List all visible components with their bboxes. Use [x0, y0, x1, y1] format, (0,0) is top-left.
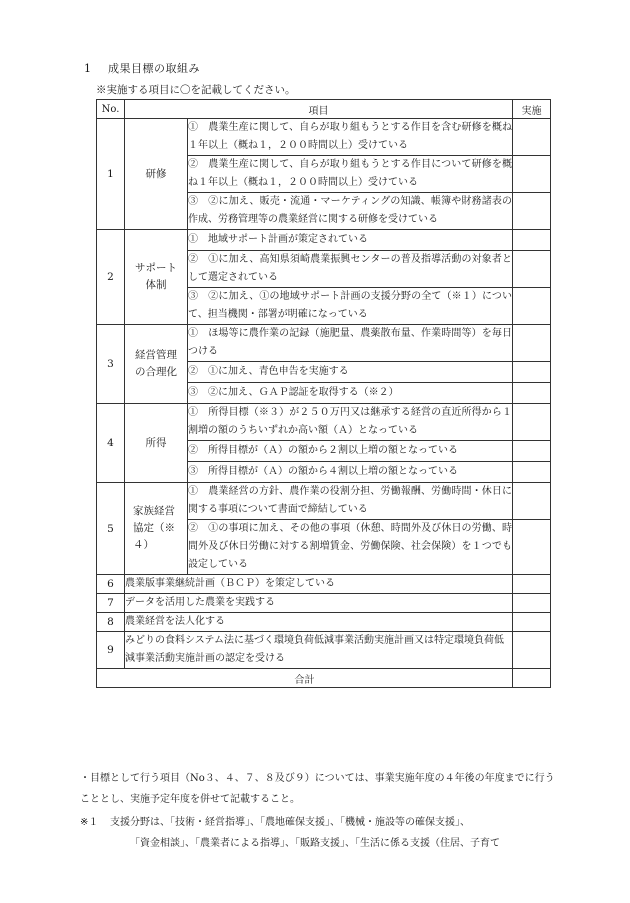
category-line: ４）: [133, 539, 154, 551]
done-cell[interactable]: [513, 193, 551, 230]
done-cell[interactable]: [513, 404, 551, 441]
row-no: 6: [97, 575, 125, 594]
total-label: 合計: [97, 669, 513, 688]
total-done-cell[interactable]: [513, 669, 551, 688]
goal-item: ② ①に加え、高知県須崎農業振興センターの普及指導活動の対象者として選定されている: [188, 251, 513, 288]
group-category: [125, 483, 188, 575]
done-cell[interactable]: [513, 119, 551, 156]
goal-item: ① 地域サポート計画が策定されている: [188, 230, 513, 251]
section-title: 成果目標の取組み: [108, 62, 200, 75]
section-heading: [84, 60, 200, 76]
group-no: 3: [97, 325, 125, 404]
footnote-mark: ※１: [80, 817, 99, 828]
goal-item: ① 農業経営の方針、農作業の役割分担、労働報酬、労働時間・休日に関する事項について書面で締結している: [188, 483, 513, 520]
done-cell[interactable]: [513, 520, 551, 575]
goal-item: ② ①に加え、青色申告を実施する: [188, 362, 513, 383]
done-cell[interactable]: [513, 230, 551, 251]
table-header-row: [97, 100, 551, 119]
done-cell[interactable]: [513, 613, 551, 632]
done-cell[interactable]: [513, 383, 551, 404]
category-line: 体制: [145, 279, 167, 291]
goal-item: ① ほ場等に農作業の記録（施肥量、農薬散布量、作業時間等）を毎日つける: [188, 325, 513, 362]
category-line: サポート: [135, 262, 177, 274]
footnote-text: 「資金相談」、「農業者による指導」、「販路支援」、「生活に係る支援（住居、子育て: [130, 838, 500, 849]
category-line: 協定（※: [133, 522, 175, 534]
header-done: 実施: [513, 100, 551, 119]
total-row: [97, 669, 551, 688]
row-no: 9: [97, 632, 125, 669]
row-no: 8: [97, 613, 125, 632]
section-number: 1: [84, 62, 92, 75]
table-row: [97, 483, 551, 520]
header-item: 項目: [125, 100, 513, 119]
goals-table: [96, 99, 551, 688]
header-no: No.: [97, 100, 125, 119]
table-row: [97, 594, 551, 613]
footnote-text: 支援分野は、「技術・経営指導」、「農地確保支援」、「機械・施設等の確保支援」、: [110, 817, 470, 828]
done-cell[interactable]: [513, 575, 551, 594]
done-cell[interactable]: [513, 594, 551, 613]
goal-item: ② 農業生産に関して、自らが取り組もうとする作目について研修を概ね１年以上（概ね１，２００時間以上）受けている: [188, 156, 513, 193]
group-no: 1: [97, 119, 125, 230]
table-row: [97, 230, 551, 251]
goal-item: 農業版事業継続計画（ＢＣＰ）を策定している: [125, 575, 513, 594]
instruction-note: ※実施する項目に〇を記載してください。: [96, 84, 296, 96]
row-no: 7: [97, 594, 125, 613]
category-line: の合理化: [135, 366, 177, 378]
goal-item: ③ ②に加え、①の地域サポート計画の支援分野の全て（※１）について、担当機関・部署が明確になっている: [188, 288, 513, 325]
table-row: [97, 632, 551, 669]
category-line: 家族経営: [133, 505, 175, 517]
done-cell[interactable]: [513, 483, 551, 520]
category-line: 経営管理: [135, 349, 177, 361]
table-row: [97, 613, 551, 632]
group-category: [125, 325, 188, 404]
footnote-1: [80, 812, 560, 854]
goal-item: ③ ②に加え、ＧＡＰ認証を取得する（※２）: [188, 383, 513, 404]
bullet-note: ・目標として行う項目（No３、４、７、８及び９）については、事業実施年度の４年後の年度までに行うこととし、実施予定年度を併せて記載すること。: [80, 773, 555, 805]
goal-item: ① 所得目標（※３）が２５０万円又は継承する経営の直近所得から１割増の額のうちいずれか高い額（Ａ）となっている: [188, 404, 513, 441]
done-cell[interactable]: [513, 362, 551, 383]
goal-item: みどりの食料システム法に基づく環境負荷低減事業活動実施計画又は特定環境負荷低減事業活動実施計画の認定を受ける: [125, 632, 513, 669]
done-cell[interactable]: [513, 251, 551, 288]
goal-item: 農業経営を法人化する: [125, 613, 513, 632]
table-row: [97, 575, 551, 594]
goal-item: ② ①の事項に加え、その他の事項（休憩、時間外及び休日の労働、時間外及び休日労働に対する割増賃金、労働保険、社会保険）を１つでも設定している: [188, 520, 513, 575]
goal-item: ② 所得目標が（Ａ）の額から２割以上増の額となっている: [188, 441, 513, 462]
done-cell[interactable]: [513, 632, 551, 669]
table-row: [97, 404, 551, 441]
group-category: 所得: [125, 404, 188, 483]
goal-item: データを活用した農業を実践する: [125, 594, 513, 613]
group-no: 5: [97, 483, 125, 575]
done-cell[interactable]: [513, 462, 551, 483]
table-row: [97, 119, 551, 156]
done-cell[interactable]: [513, 156, 551, 193]
group-no: 4: [97, 404, 125, 483]
done-cell[interactable]: [513, 325, 551, 362]
group-category: 研修: [125, 119, 188, 230]
goal-item: ① 農業生産に関して、自らが取り組もうとする作目を含む研修を概ね１年以上（概ね１，２００時間以上）受けている: [188, 119, 513, 156]
group-category: [125, 230, 188, 325]
table-row: [97, 325, 551, 362]
goal-item: ③ 所得目標が（Ａ）の額から４割以上増の額となっている: [188, 462, 513, 483]
done-cell[interactable]: [513, 441, 551, 462]
goal-item: ③ ②に加え、販売・流通・マーケティングの知識、帳簿や財務諸表の作成、労務管理等の農業経営に関する研修を受けている: [188, 193, 513, 230]
done-cell[interactable]: [513, 288, 551, 325]
group-no: 2: [97, 230, 125, 325]
